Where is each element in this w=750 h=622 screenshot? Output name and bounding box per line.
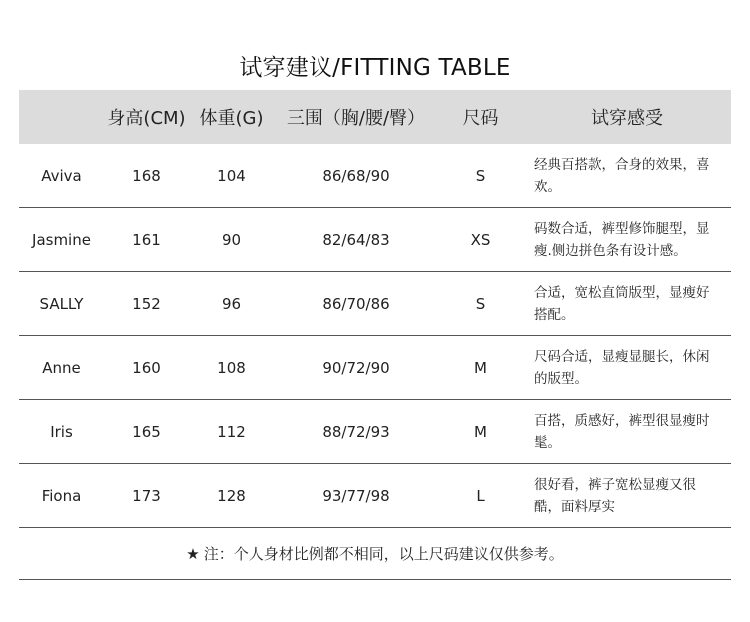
table-row bbox=[19, 336, 731, 400]
header-size: 尺码 bbox=[462, 108, 499, 129]
table-row bbox=[19, 400, 731, 464]
page-title: 试穿建议/FITTING TABLE bbox=[239, 55, 511, 81]
cell-weight: 90 bbox=[221, 230, 242, 249]
cell-measurements: 86/70/86 bbox=[322, 294, 390, 313]
cell-measurements: 90/72/90 bbox=[322, 358, 390, 377]
cell-weight: 128 bbox=[217, 486, 246, 505]
header-feel: 试穿感受 bbox=[591, 108, 663, 129]
cell-size: M bbox=[474, 422, 487, 441]
cell-size: S bbox=[475, 294, 486, 313]
table-row bbox=[19, 208, 731, 272]
cell-feel: 合适，宽松直筒版型，显瘦好搭配。 bbox=[534, 284, 710, 323]
cell-name: Iris bbox=[50, 422, 73, 441]
disclaimer-note bbox=[19, 528, 731, 580]
disclaimer-text: 注：个人身材比例都不相同，以上尺码建议仅供参考。 bbox=[203, 545, 564, 563]
fitting-table bbox=[19, 90, 731, 580]
cell-name: SALLY bbox=[39, 294, 84, 313]
star-icon: ★ bbox=[186, 544, 200, 563]
cell-feel: 百搭，质感好，裤型很显瘦时髦。 bbox=[534, 412, 710, 451]
cell-feel: 经典百搭款，合身的效果，喜欢。 bbox=[534, 156, 710, 195]
cell-size: M bbox=[474, 358, 487, 377]
table-row bbox=[19, 144, 731, 208]
cell-weight: 104 bbox=[217, 166, 246, 185]
cell-size: XS bbox=[470, 230, 491, 249]
cell-weight: 108 bbox=[217, 358, 246, 377]
cell-height: 152 bbox=[132, 294, 161, 313]
table-header bbox=[19, 90, 731, 144]
header-height: 身高(CM) bbox=[107, 108, 186, 129]
cell-measurements: 86/68/90 bbox=[322, 166, 390, 185]
cell-name: Aviva bbox=[41, 166, 82, 185]
cell-size: S bbox=[475, 166, 486, 185]
cell-measurements: 93/77/98 bbox=[322, 486, 390, 505]
cell-feel: 尺码合适，显瘦显腿长，休闲的版型。 bbox=[534, 348, 710, 387]
cell-height: 165 bbox=[132, 422, 161, 441]
table-row bbox=[19, 464, 731, 528]
header-weight: 体重(G) bbox=[199, 108, 264, 129]
cell-height: 160 bbox=[132, 358, 161, 377]
cell-height: 161 bbox=[132, 230, 161, 249]
table-row bbox=[19, 272, 731, 336]
cell-measurements: 82/64/83 bbox=[322, 230, 390, 249]
header-measurements: 三围（胸/腰/臀） bbox=[286, 108, 426, 129]
cell-feel: 码数合适，裤型修饰腿型，显瘦.侧边拼色条有设计感。 bbox=[534, 220, 710, 259]
cell-name: Fiona bbox=[41, 486, 82, 505]
cell-size: L bbox=[476, 486, 485, 505]
header-name bbox=[19, 90, 104, 144]
cell-name: Jasmine bbox=[32, 230, 91, 249]
cell-measurements: 88/72/93 bbox=[322, 422, 390, 441]
cell-height: 168 bbox=[132, 166, 161, 185]
cell-weight: 112 bbox=[217, 422, 246, 441]
cell-name: Anne bbox=[42, 358, 81, 377]
cell-feel: 很好看，裤子宽松显瘦又很酷，面料厚实 bbox=[534, 476, 696, 515]
cell-weight: 96 bbox=[221, 294, 242, 313]
cell-height: 173 bbox=[132, 486, 161, 505]
